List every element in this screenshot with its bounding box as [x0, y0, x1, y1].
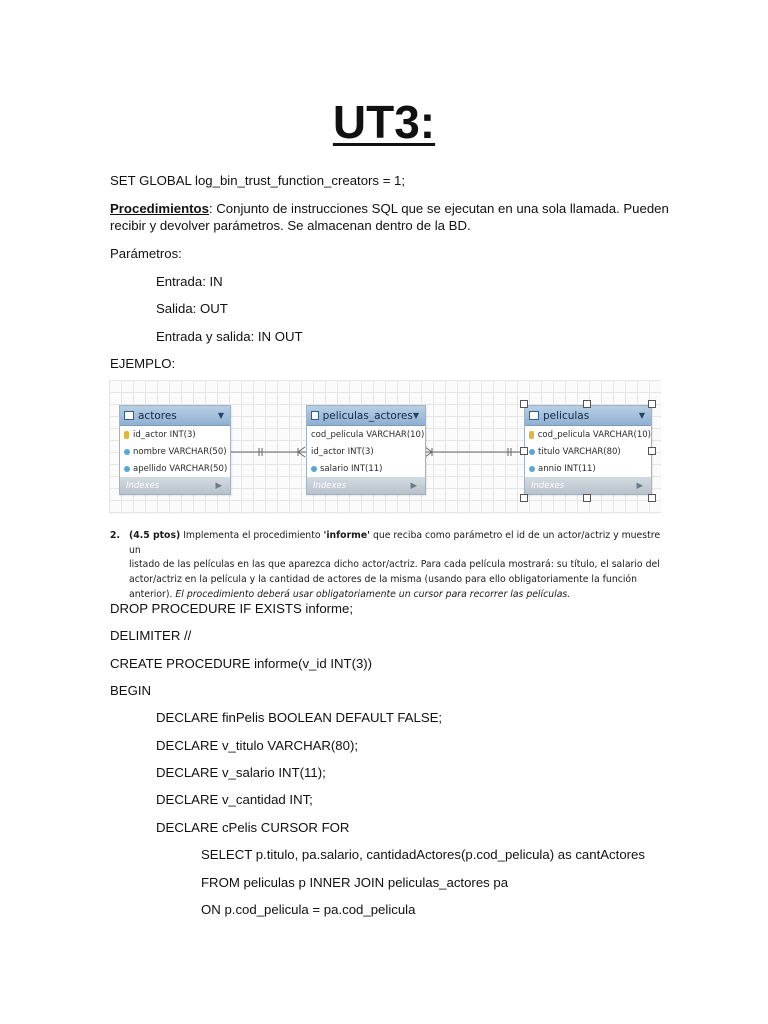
exercise-number: 2.: [110, 530, 121, 541]
exercise-note: El procedimiento deberá usar obligatoriamente un cursor para recorrer las películas.: [175, 588, 571, 600]
table-indexes-footer[interactable]: [120, 477, 230, 494]
column-label: nombre VARCHAR(50): [133, 446, 227, 457]
column-label: titulo VARCHAR(80): [538, 446, 621, 457]
column-label: annio INT(11): [538, 463, 596, 474]
expand-arrow-icon: ▶: [410, 480, 417, 491]
table-peliculas[interactable]: [524, 405, 652, 495]
crowfoot-mark: [298, 452, 305, 457]
table-header: [307, 406, 425, 426]
code-cursor-query-line: ON p.cod_pelicula = pa.cod_pelicula: [201, 902, 416, 917]
table-header: [120, 406, 230, 426]
column-label: id_actor INT(3): [133, 429, 196, 440]
expand-arrow-icon: ▶: [215, 480, 222, 491]
indexes-label: Indexes: [531, 480, 565, 491]
primary-key-icon: [529, 431, 534, 439]
ejemplo-heading: EJEMPLO:: [110, 356, 176, 371]
procedimientos-definition-line2: recibir y devolver parámetros. Se almacenan dentro de la BD.: [110, 218, 471, 233]
resize-handle[interactable]: [648, 447, 656, 455]
resize-handle[interactable]: [648, 400, 656, 408]
column-icon: [124, 449, 130, 455]
table-column: [525, 460, 651, 477]
table-name: actores: [138, 409, 177, 422]
table-column: [307, 443, 425, 460]
page-title: UT3:: [332, 96, 436, 148]
indexes-label: Indexes: [313, 480, 347, 491]
code-declare-line: DECLARE v_salario INT(11);: [156, 765, 326, 780]
table-name: peliculas: [543, 409, 590, 422]
table-indexes-footer[interactable]: [525, 477, 651, 494]
collapse-arrow-icon[interactable]: ▼: [638, 411, 645, 420]
table-icon: [529, 411, 539, 420]
column-label: id_actor INT(3): [311, 446, 374, 457]
exercise-text: que reciba como parámetro el id de un actor/actriz y muestre un: [129, 530, 661, 556]
table-actores[interactable]: [119, 405, 231, 495]
resize-handle[interactable]: [520, 494, 528, 502]
primary-key-icon: [124, 431, 129, 439]
code-cursor-query-line: SELECT p.titulo, pa.salario, cantidadActores(p.cod_pelicula) as cantActores: [201, 847, 645, 862]
procedimientos-text-1: : Conjunto de instrucciones SQL que se ejecutan en una sola llamada. Pueden: [208, 201, 669, 216]
code-drop-procedure: DROP PROCEDURE IF EXISTS informe;: [110, 601, 354, 616]
code-begin: BEGIN: [110, 683, 152, 698]
set-global-line: SET GLOBAL log_bin_trust_function_creators = 1;: [110, 173, 406, 188]
table-column: [120, 426, 230, 443]
exercise-line-3: actor/actriz en la película y la cantidad de actores de la misma (usando para ello obligatoriamente la función: [129, 574, 637, 586]
crowfoot-mark: [298, 447, 305, 452]
column-icon: [124, 466, 130, 472]
exercise-text: anterior).: [129, 588, 176, 600]
resize-handle[interactable]: [520, 447, 528, 455]
column-label: cod_pelicula VARCHAR(10): [537, 429, 651, 440]
exercise-line-1: [129, 529, 666, 558]
column-icon: [529, 449, 535, 455]
collapse-arrow-icon[interactable]: ▼: [412, 411, 419, 420]
column-icon: [529, 466, 535, 472]
column-label: salario INT(11): [320, 463, 383, 474]
er-diagram: [109, 380, 661, 514]
code-delimiter: DELIMITER //: [110, 628, 192, 643]
code-declare-line: DECLARE cPelis CURSOR FOR: [156, 820, 350, 835]
parametro-salida: Salida: OUT: [156, 301, 228, 316]
code-create-procedure: CREATE PROCEDURE informe(v_id INT(3)): [110, 656, 373, 671]
parametros-heading: Parámetros:: [110, 246, 182, 261]
column-label: apellido VARCHAR(50): [133, 463, 228, 474]
resize-handle[interactable]: [648, 494, 656, 502]
table-header: [525, 406, 651, 426]
exercise-line-2: listado de las películas en las que aparezca dicho actor/actriz. Para cada película mostrará: su título, el salario del: [129, 559, 660, 571]
procedimientos-term: Procedimientos: [110, 201, 209, 216]
parametro-entrada: Entrada: IN: [156, 274, 223, 289]
expand-arrow-icon: ▶: [636, 480, 643, 491]
code-declare-line: DECLARE finPelis BOOLEAN DEFAULT FALSE;: [156, 710, 443, 725]
column-label: cod_pelicula VARCHAR(10): [311, 429, 425, 440]
indexes-label: Indexes: [126, 480, 160, 491]
table-column: [120, 443, 230, 460]
code-declare-line: DECLARE v_titulo VARCHAR(80);: [156, 738, 359, 753]
exercise-points: (4.5 ptos): [129, 530, 181, 541]
procedimientos-definition-line1: [110, 200, 669, 217]
table-column: [120, 460, 230, 477]
resize-handle[interactable]: [583, 494, 591, 502]
exercise-text: Implementa el procedimiento: [180, 530, 324, 541]
table-peliculas-actores[interactable]: [306, 405, 426, 495]
exercise-statement: [110, 529, 666, 603]
table-name: peliculas_actores: [322, 409, 413, 422]
resize-handle[interactable]: [583, 400, 591, 408]
column-icon: [311, 466, 317, 472]
table-indexes-footer[interactable]: [307, 477, 425, 494]
code-cursor-query-line: FROM peliculas p INNER JOIN peliculas_actores pa: [201, 875, 509, 890]
table-column: [525, 426, 651, 443]
table-column: [525, 443, 651, 460]
resize-handle[interactable]: [520, 400, 528, 408]
code-declare-line: DECLARE v_cantidad INT;: [156, 792, 313, 807]
crowfoot-mark: [425, 447, 432, 452]
exercise-keyword: 'informe': [323, 530, 370, 541]
parametro-entrada-salida: Entrada y salida: IN OUT: [156, 329, 303, 344]
crowfoot-mark: [425, 452, 432, 457]
table-icon: [124, 411, 134, 420]
table-icon: [311, 411, 319, 420]
table-column: [307, 426, 425, 443]
collapse-arrow-icon[interactable]: ▼: [217, 411, 224, 420]
table-column: [307, 460, 425, 477]
